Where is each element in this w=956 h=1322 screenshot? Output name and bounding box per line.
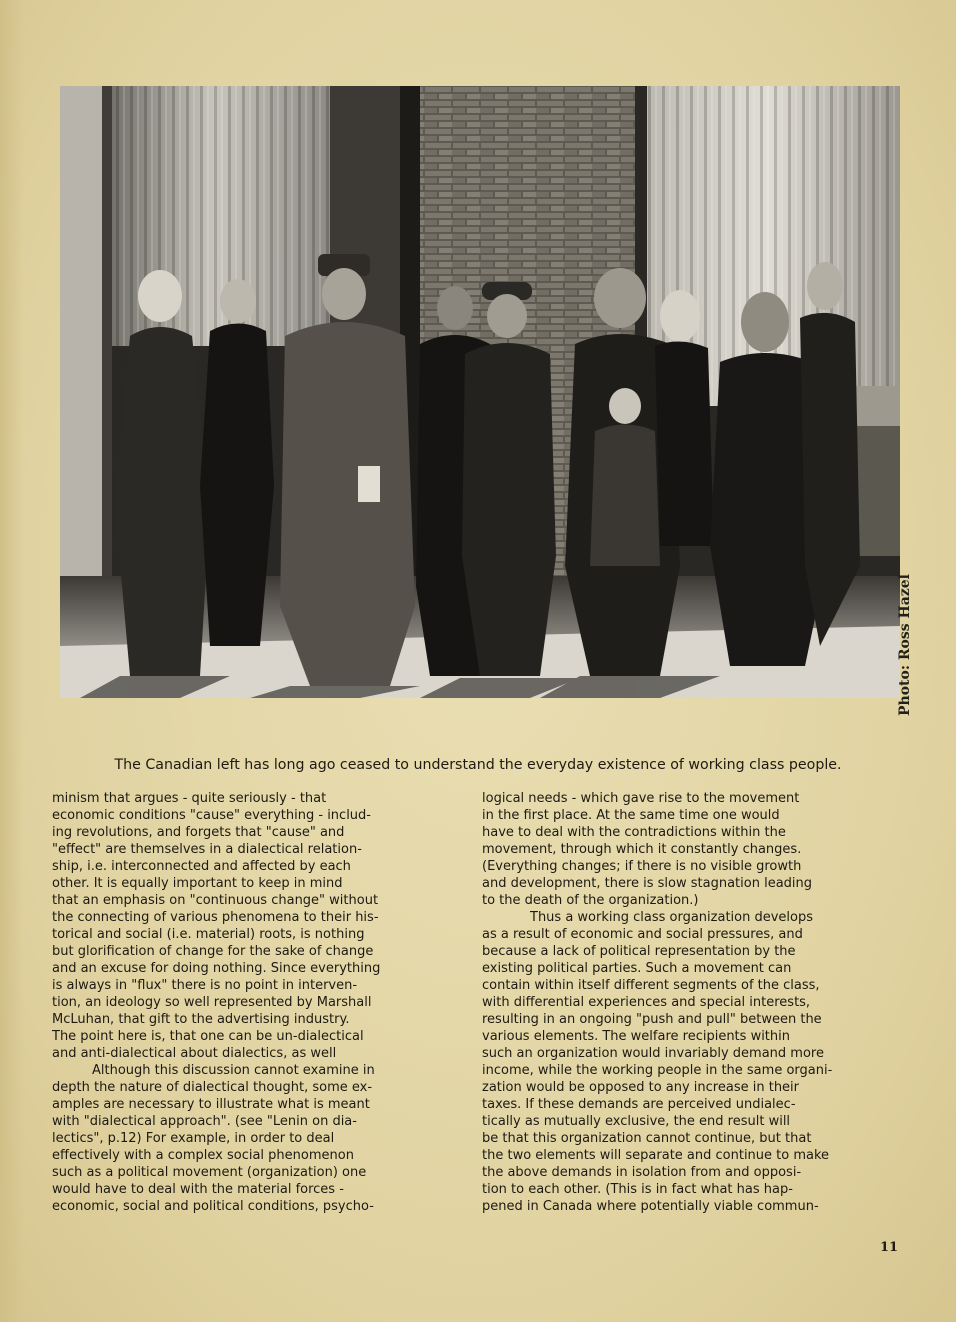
text-line: with differential experiences and special interests, — [482, 995, 811, 1010]
text-line: various elements. The welfare recipients within — [482, 1029, 790, 1044]
text-line: other. It is equally important to keep in mind — [52, 876, 343, 891]
text-line: The point here is, that one can be un-dialectical — [52, 1029, 364, 1044]
text-line: zation would be opposed to any increase in their — [482, 1080, 800, 1095]
text-line: resulting in an ongoing "push and pull" between the — [482, 1012, 822, 1027]
text-line: as a result of economic and social pressures, and — [482, 927, 803, 942]
text-line: ship, i.e. interconnected and affected by each — [52, 859, 351, 874]
paragraph-start-line: Although this discussion cannot examine in — [92, 1063, 375, 1078]
text-line: because a lack of political representation by the — [482, 944, 796, 959]
text-line: logical needs - which gave rise to the movement — [482, 791, 800, 806]
text-line: amples are necessary to illustrate what is meant — [52, 1097, 370, 1112]
text-line: have to deal with the contradictions within the — [482, 825, 786, 840]
text-line: existing political parties. Such a movement can — [482, 961, 792, 976]
page-number: 11 — [880, 1240, 899, 1255]
text-line: effectively with a complex social phenomenon — [52, 1148, 354, 1163]
page-edge-shadow — [0, 0, 24, 1322]
text-line: minism that argues - quite seriously - that — [52, 791, 327, 806]
text-line: to the death of the organization.) — [482, 893, 699, 908]
text-line: be that this organization cannot continue, but that — [482, 1131, 812, 1146]
article-column-left — [52, 790, 460, 1215]
street-crowd-photo — [60, 86, 900, 698]
text-line: income, while the working people in the same organi- — [482, 1063, 833, 1078]
text-line: such an organization would invariably demand more — [482, 1046, 824, 1061]
text-line: lectics", p.12) For example, in order to deal — [52, 1131, 335, 1146]
text-line: economic conditions "cause" everything - includ- — [52, 808, 371, 823]
text-line: such as a political movement (organization) one — [52, 1165, 367, 1180]
text-line: taxes. If these demands are perceived undialec- — [482, 1097, 796, 1112]
text-line: in the first place. At the same time one would — [482, 808, 780, 823]
text-line: economic, social and political conditions, psycho- — [52, 1199, 374, 1214]
text-line: pened in Canada where potentially viable commun- — [482, 1199, 819, 1214]
text-line: the connecting of various phenomena to their his- — [52, 910, 379, 925]
text-line: contain within itself different segments of the class, — [482, 978, 820, 993]
text-line: that an emphasis on "continuous change" without — [52, 893, 379, 908]
text-line: the two elements will separate and continue to make — [482, 1148, 830, 1163]
text-line: with "dialectical approach". (see "Lenin on dia- — [52, 1114, 357, 1129]
text-line: and anti-dialectical about dialectics, as well — [52, 1046, 337, 1061]
text-line: the above demands in isolation from and opposi- — [482, 1165, 802, 1180]
text-line: ing revolutions, and forgets that "cause" and — [52, 825, 345, 840]
article-column-right — [482, 790, 902, 1215]
text-line: and an excuse for doing nothing. Since everything — [52, 961, 381, 976]
text-line: movement, through which it constantly changes. — [482, 842, 802, 857]
text-line: would have to deal with the material forces - — [52, 1182, 344, 1197]
photo-credit: Photo: Ross Hazel — [897, 574, 913, 716]
text-line: is always in "flux" there is no point in interven- — [52, 978, 358, 993]
text-line: tically as mutually exclusive, the end result will — [482, 1114, 791, 1129]
photo-caption: The Canadian left has long ago ceased to understand the everyday existence of working class people. — [114, 757, 842, 773]
paragraph-start-line: Thus a working class organization develops — [530, 910, 814, 925]
text-line: McLuhan, that gift to the advertising industry. — [52, 1012, 350, 1027]
text-line: depth the nature of dialectical thought, some ex- — [52, 1080, 373, 1095]
text-line: "effect" are themselves in a dialectical relation- — [52, 842, 362, 857]
text-line: tion, an ideology so well represented by Marshall — [52, 995, 372, 1010]
text-line: but glorification of change for the sake of change — [52, 944, 374, 959]
text-line: tion to each other. (This is in fact what has hap- — [482, 1182, 793, 1197]
text-line: torical and social (i.e. material) roots, is nothing — [52, 927, 365, 942]
text-line: and development, there is slow stagnation leading — [482, 876, 813, 891]
text-line: (Everything changes; if there is no visible growth — [482, 859, 802, 874]
